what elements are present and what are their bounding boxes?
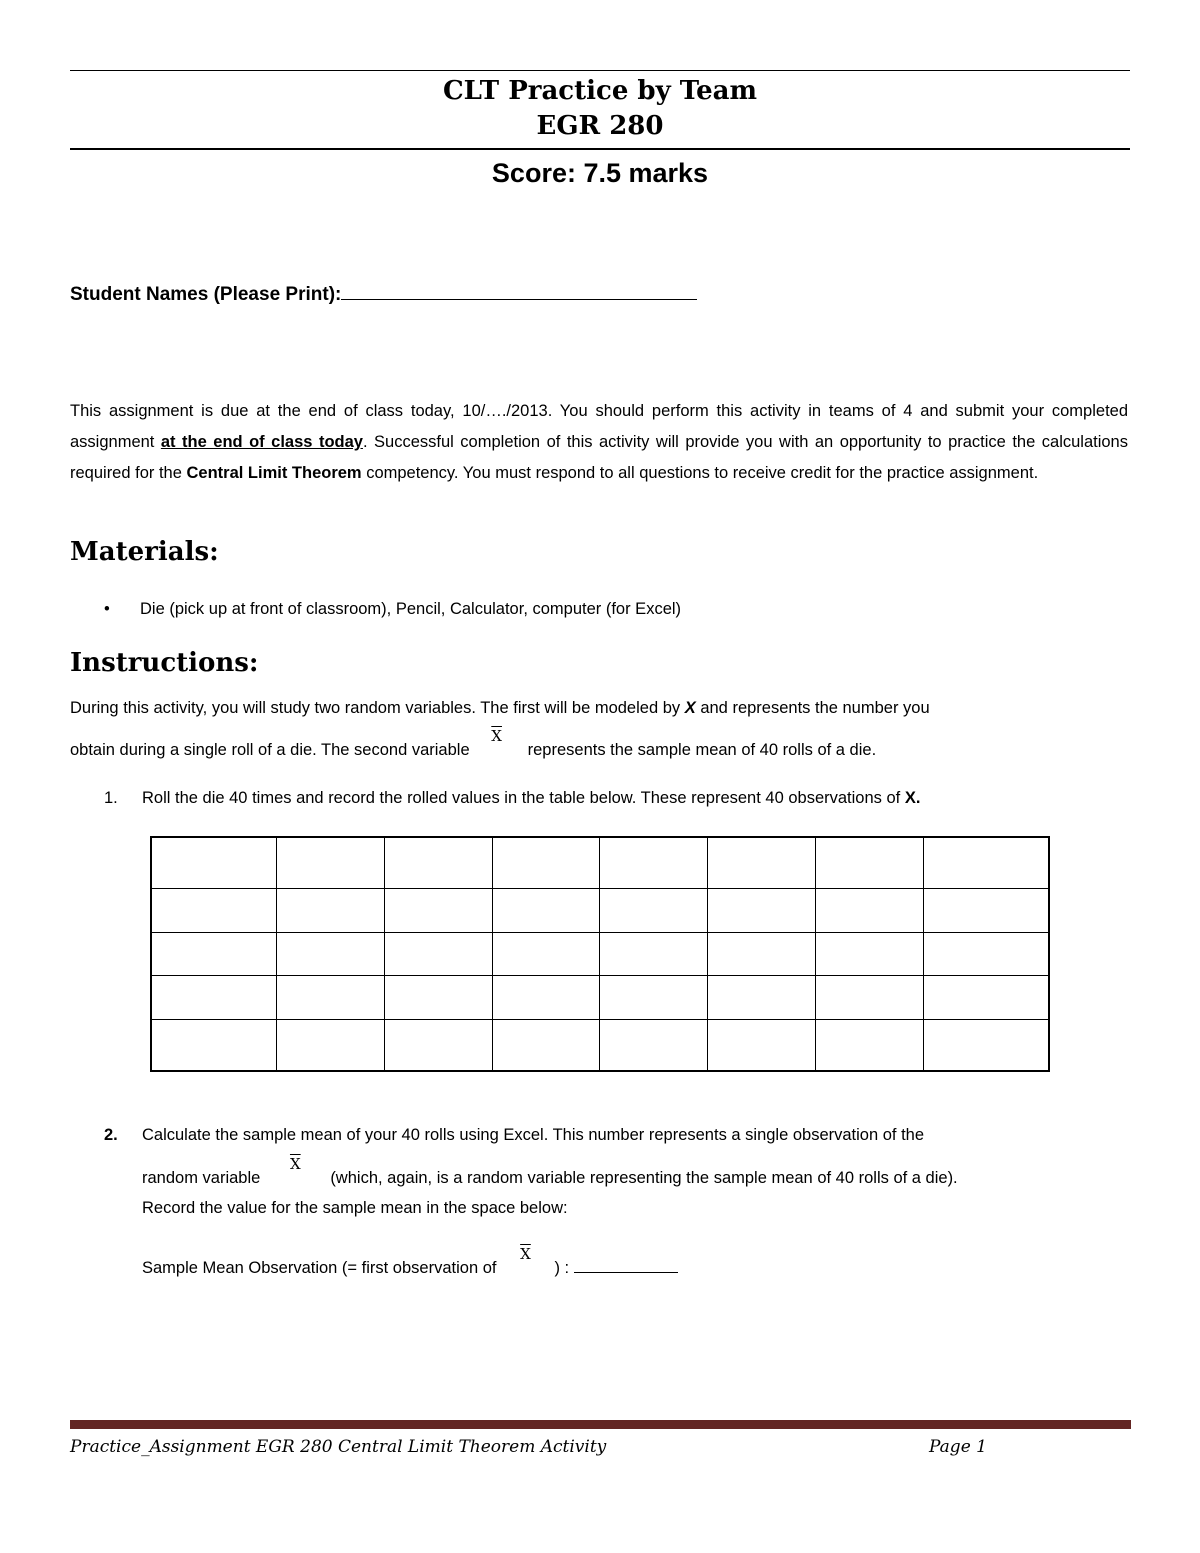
roll-cell[interactable]: [815, 976, 923, 1020]
instructions-heading: Instructions:: [70, 648, 259, 678]
intro-text: competency. You must respond to all questions to receive credit for the practice assignment.: [361, 464, 1039, 482]
table-row: [151, 888, 1049, 932]
roll-cell[interactable]: [384, 837, 492, 888]
roll-cell[interactable]: [151, 888, 277, 932]
instructions-line: [70, 699, 1130, 718]
roll-cell[interactable]: [815, 932, 923, 976]
footer-title: Practice_Assignment EGR 280 Central Limit Theorem Activity: [70, 1437, 607, 1457]
page-number: Page 1: [929, 1437, 987, 1457]
student-names-label: Student Names (Please Print):: [70, 284, 342, 305]
roll-cell[interactable]: [923, 837, 1049, 888]
document-title: CLT Practice by Team: [442, 76, 758, 106]
roll-cell[interactable]: [277, 932, 385, 976]
roll-cell[interactable]: [492, 888, 600, 932]
due-emphasis: at the end of class today: [160, 433, 363, 451]
score: Score: 7.5 marks: [491, 158, 709, 188]
top-rule: [70, 70, 1130, 71]
instructions-line: [70, 727, 1130, 760]
roll-cell[interactable]: [384, 976, 492, 1020]
roll-cell[interactable]: [815, 837, 923, 888]
roll-cell[interactable]: [384, 1020, 492, 1071]
x-bar-symbol: $\overline{X}$: [491, 727, 502, 745]
roll-cell[interactable]: [923, 976, 1049, 1020]
roll-cell[interactable]: [815, 1020, 923, 1071]
text: and represents the number you: [695, 699, 930, 717]
roll-cell[interactable]: [384, 932, 492, 976]
text: ) :: [554, 1259, 570, 1277]
roll-cell[interactable]: [151, 1020, 277, 1071]
roll-cell[interactable]: [151, 976, 277, 1020]
roll-cell[interactable]: [384, 888, 492, 932]
roll-cell[interactable]: [492, 1020, 600, 1071]
roll-cell[interactable]: [600, 888, 708, 932]
roll-cell[interactable]: [151, 837, 277, 888]
text: obtain during a single roll of a die. The second variable: [70, 741, 470, 759]
course-code: EGR 280: [536, 111, 664, 141]
sample-mean-field: [142, 1245, 678, 1278]
variable-x: X: [684, 699, 696, 717]
text: random variable: [142, 1169, 261, 1187]
roll-cell[interactable]: [708, 932, 816, 976]
roll-cell[interactable]: [492, 837, 600, 888]
roll-cell[interactable]: [492, 932, 600, 976]
roll-cell[interactable]: [923, 1020, 1049, 1071]
materials-heading: Materials:: [70, 537, 219, 567]
text: Roll the die 40 times and record the rolled values in the table below. These represent 40 observations of: [142, 789, 905, 807]
text: During this activity, you will study two random variables. The first will be modeled by: [70, 699, 685, 717]
intro-text: . Successful completion of this activity will provide you with an opportunity to practice the calculations required for the: [70, 433, 1128, 482]
student-names-field: [70, 284, 697, 306]
title-rule: [70, 148, 1130, 150]
table-row: [151, 932, 1049, 976]
roll-cell[interactable]: [600, 932, 708, 976]
sample-mean-blank[interactable]: [574, 1272, 678, 1273]
x-bar-symbol: $\overline{X}$: [520, 1245, 531, 1263]
roll-cell[interactable]: [923, 932, 1049, 976]
roll-cell[interactable]: [600, 976, 708, 1020]
rolls-table: [150, 836, 1050, 1072]
roll-cell[interactable]: [151, 932, 277, 976]
materials-item-text: Die (pick up at front of classroom), Pencil, Calculator, computer (for Excel): [140, 600, 682, 618]
roll-cell[interactable]: [600, 1020, 708, 1071]
variable-x: X.: [904, 789, 921, 807]
table-row: [151, 1020, 1049, 1071]
footer-bar: [70, 1420, 1131, 1429]
table-row: [151, 837, 1049, 888]
roll-cell[interactable]: [492, 976, 600, 1020]
table-row: [151, 976, 1049, 1020]
text: (which, again, is a random variable representing the sample mean of 40 rolls of a die).: [330, 1169, 958, 1187]
step-1: [104, 789, 920, 808]
step-number: 1.: [104, 789, 118, 807]
roll-cell[interactable]: [600, 837, 708, 888]
competency-name: Central Limit Theorem: [186, 464, 362, 482]
bullet-icon: •: [104, 600, 110, 618]
roll-cell[interactable]: [708, 888, 816, 932]
step-2: [104, 1126, 924, 1145]
x-bar-symbol: $\overline{X}$: [289, 1155, 301, 1173]
roll-cell[interactable]: [708, 976, 816, 1020]
roll-cell[interactable]: [708, 1020, 816, 1071]
step-number: 2.: [104, 1126, 118, 1144]
roll-cell[interactable]: [277, 837, 385, 888]
roll-cell[interactable]: [923, 888, 1049, 932]
step-2-line: Record the value for the sample mean in the space below:: [142, 1199, 568, 1217]
intro-paragraph: [70, 396, 1128, 489]
roll-cell[interactable]: [277, 1020, 385, 1071]
roll-cell[interactable]: [815, 888, 923, 932]
text: represents the sample mean of 40 rolls of a die.: [527, 741, 877, 759]
roll-cell[interactable]: [277, 888, 385, 932]
materials-list-item: [104, 600, 1164, 619]
text: Calculate the sample mean of your 40 rolls using Excel. This number represents a single observation of the: [142, 1126, 925, 1144]
student-names-blank[interactable]: [341, 299, 697, 300]
text: Sample Mean Observation (= first observation of: [142, 1259, 497, 1277]
roll-cell[interactable]: [708, 837, 816, 888]
step-2-line: [142, 1155, 958, 1188]
intro-text: This assignment is due at the end of class today, 10/…./2013. You should perform this activity in teams of 4 and submit your completed assignment: [70, 402, 1128, 451]
roll-cell[interactable]: [277, 976, 385, 1020]
